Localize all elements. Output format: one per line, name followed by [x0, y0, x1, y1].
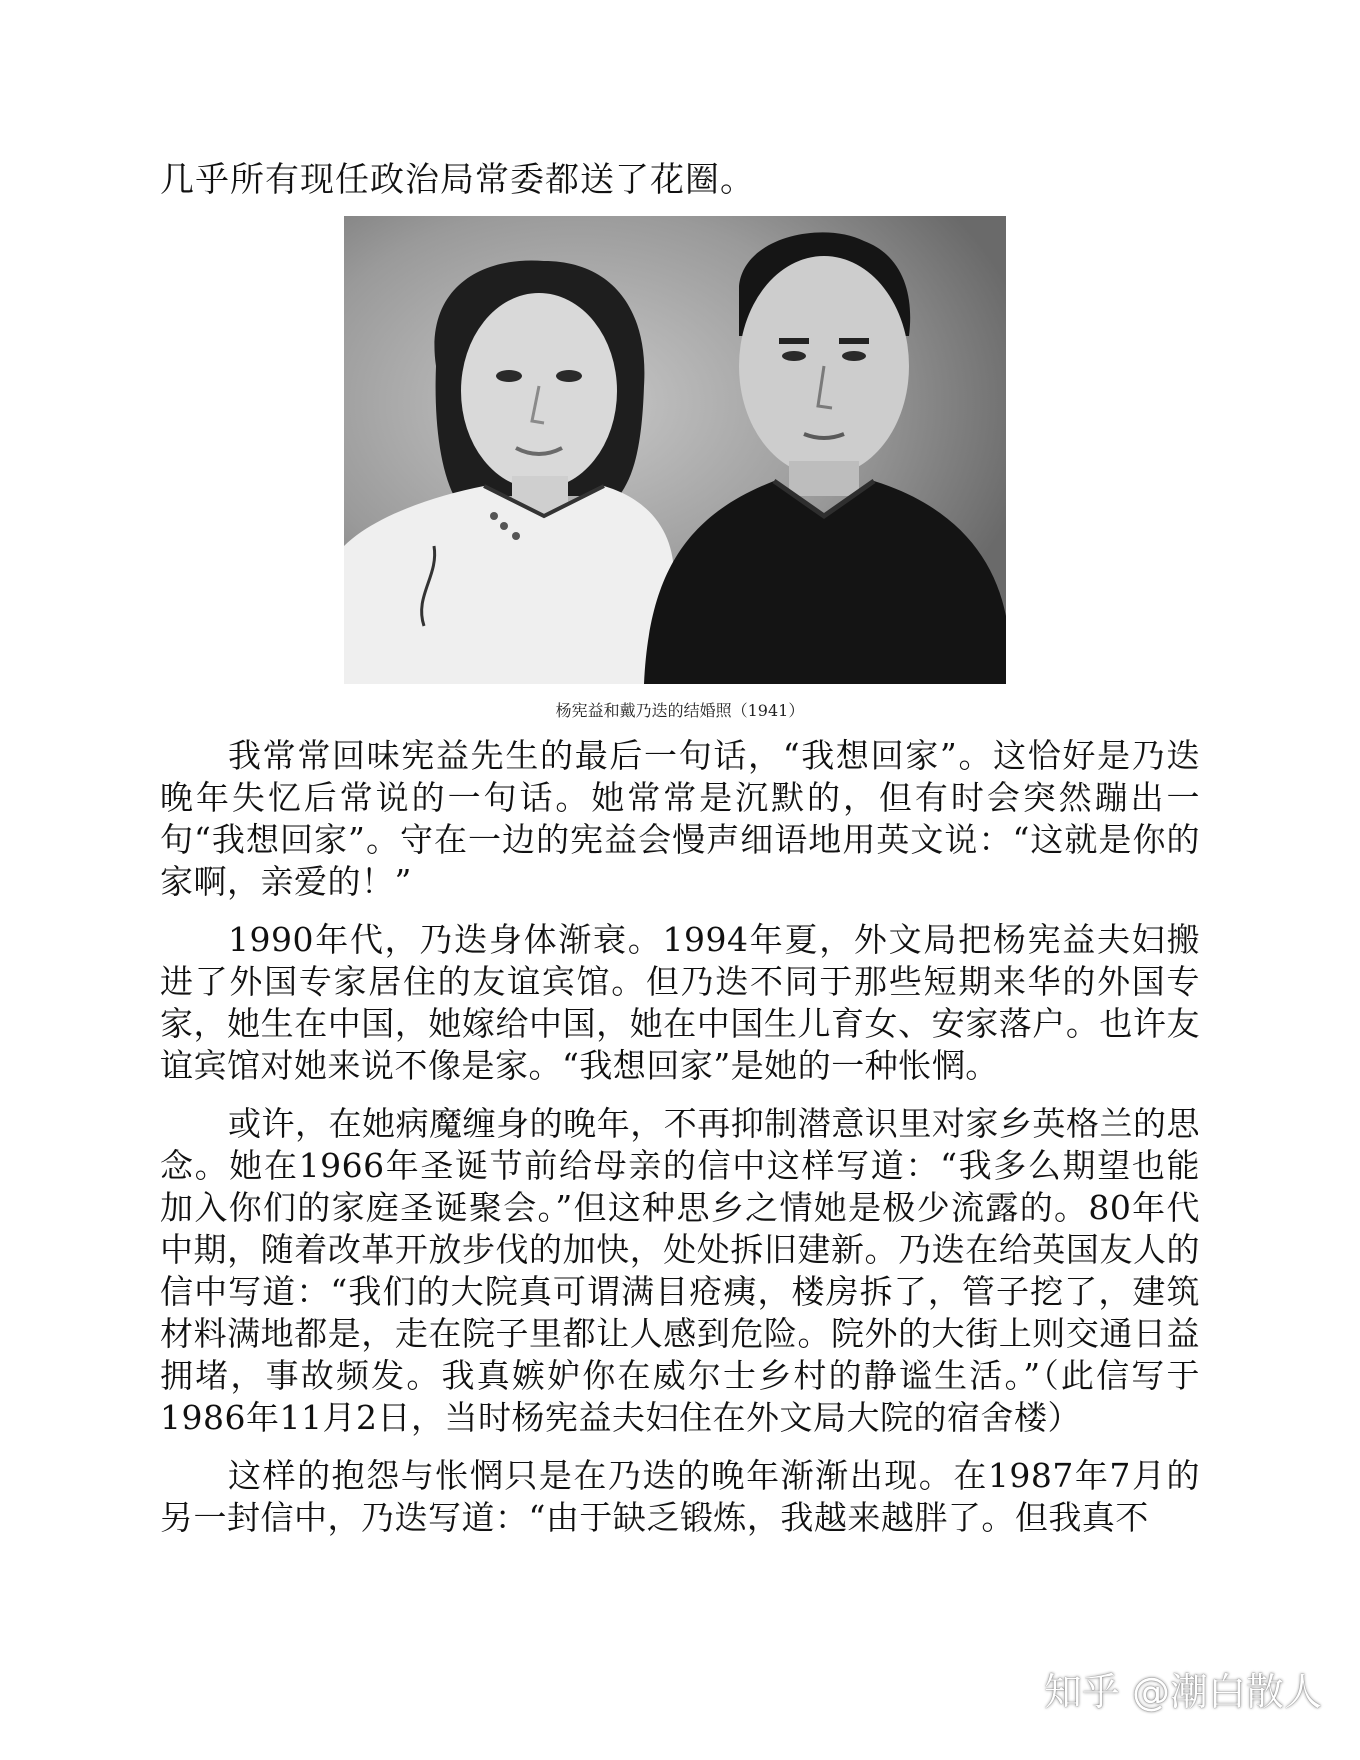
- article-body: [160, 735, 1200, 1555]
- zhihu-watermark: 知乎 @潮白散人: [1043, 1670, 1322, 1714]
- wedding-photo: [344, 216, 1006, 684]
- paragraph-4: 这样的抱怨与怅惘只是在乃迭的晚年渐渐出现。在1987年7月的另一封信中，乃迭写道：“由于缺乏锻炼，我越来越胖了。但我真不: [160, 1456, 1200, 1537]
- paragraph-2: 1990年代，乃迭身体渐衰。1994年夏，外文局把杨宪益夫妇搬进了外国专家居住的友谊宾馆。但乃迭不同于那些短期来华的外国专家，她生在中国，她嫁给中国，她在中国生儿育女、安家落户。也许友谊宾馆对她来说不像是家。“我想回家”是她的一种怅惘。: [160, 920, 1200, 1085]
- top-text-line: 几乎所有现任政治局常委都送了花圈。: [160, 160, 755, 200]
- photo-caption: 杨宪益和戴乃迭的结婚照（1941）: [555, 701, 805, 720]
- paragraph-3: 或许，在她病魔缠身的晚年，不再抑制潜意识里对家乡英格兰的思念。她在1966年圣诞节前给母亲的信中这样写道：“我多么期望也能加入你们的家庭圣诞聚会。”但这种思乡之情她是极少流露的。80年代中期，随着改革开放步伐的加快，处处拆旧建新。乃迭在给英国友人的信中写道：“我们的大院真可谓满目疮痍，楼房拆了，管子挖了，建筑材料满地都是，走在院子里都让人感到危险。院外的大街上则交通日益拥堵，事故频发。我真嫉妒你在威尔士乡村的静谧生活。”（此信写于1986年11月2日，当时杨宪益夫妇住在外文局大院的宿舍楼）: [160, 1104, 1200, 1437]
- portrait-icon: [344, 216, 1006, 684]
- paragraph-1: 我常常回味宪益先生的最后一句话，“我想回家”。这恰好是乃迭晚年失忆后常说的一句话。她常常是沉默的，但有时会突然蹦出一句“我想回家”。守在一边的宪益会慢声细语地用英文说：“这就是你的家啊，亲爱的！”: [160, 736, 1200, 901]
